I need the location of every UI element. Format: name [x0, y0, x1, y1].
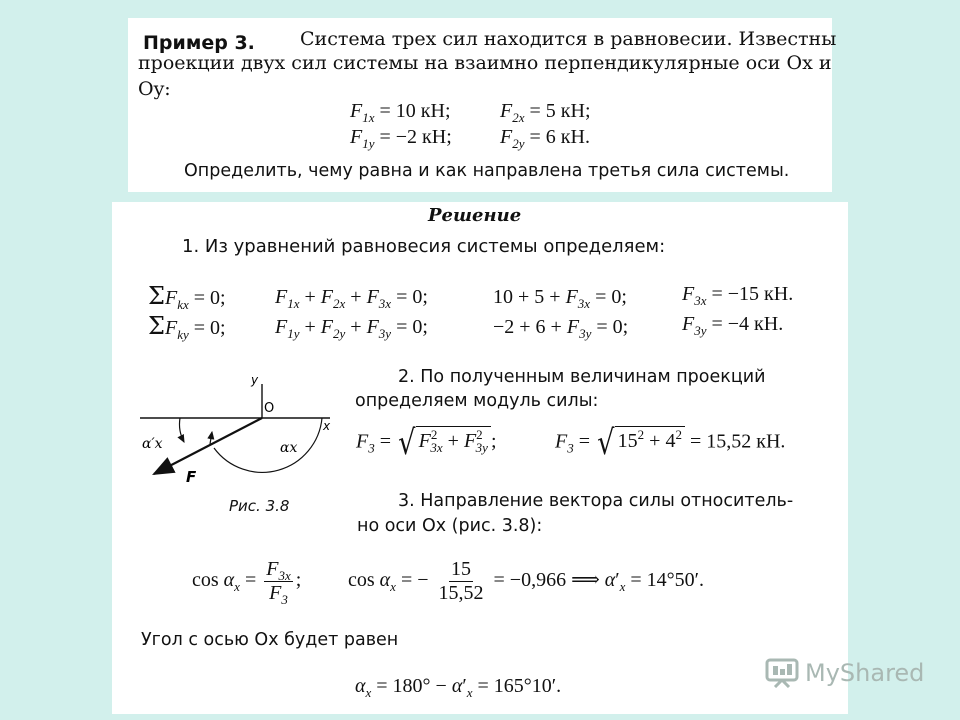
- figure-caption: Рис. 3.8: [229, 497, 290, 515]
- eq-result-x: $F_{3x} = -15$ кН.: [682, 283, 794, 308]
- eq-result-y: $F_{3y} = -4$ кН.: [682, 313, 784, 338]
- modulus-numeric: $F_3$ = √ $15^2 + 4^2$ = 15,52 кН.: [555, 423, 786, 463]
- presentation-board-icon: [765, 658, 799, 688]
- force-vector: [154, 418, 262, 474]
- modulus-general: $F_3$ = √ $F^2_{3x} + F^2_{3y}$ ;: [356, 423, 497, 463]
- eq-sum-y: $\Sigma F_{ky} = 0$;: [148, 312, 226, 342]
- eq-forces-y: $F_{1y} + F_{2y} + F_{3y} = 0$;: [275, 316, 428, 341]
- alpha-prime-label: α′x: [142, 436, 163, 452]
- y-axis-label: y: [251, 373, 259, 387]
- force-label: F: [186, 468, 197, 486]
- cos-numeric: $\cos \alpha_x$ = − $\frac{15}{15,52}$ = −0,966 ⟹ $\alpha'_x = 14^\circ 50'$.: [348, 558, 705, 604]
- solution-heading: Решение: [428, 205, 522, 226]
- eq-numeric-x: $10 + 5 + F_{3x} = 0$;: [493, 286, 627, 311]
- solution-step2-line1: 2. По полученным величинам проекций: [398, 367, 766, 387]
- given-f2y: $F_{2y} = 6$ кН.: [500, 126, 590, 151]
- alpha-arc: [214, 418, 322, 472]
- x-axis-label: x: [323, 419, 331, 433]
- watermark-text: MyShared: [805, 659, 925, 687]
- problem-label: Пример 3.: [143, 32, 255, 54]
- alpha-arc-arrow: [210, 432, 212, 444]
- problem-task: Определить, чему равна и как направлена третья сила системы.: [184, 161, 790, 181]
- solution-step3-line2: но оси Ox (рис. 3.8):: [357, 516, 543, 536]
- problem-text-line2: проекции двух сил системы на взаимно перпендикулярные оси Ox и: [138, 52, 832, 74]
- solution-step3-line1: 3. Направление вектора силы относитель-: [398, 491, 794, 511]
- angle-text: Угол с осью Ox будет равен: [141, 630, 399, 650]
- alpha-label: αx: [280, 440, 298, 456]
- solution-step2-line2: определяем модуль силы:: [355, 391, 599, 411]
- alpha-prime-arc: [180, 418, 184, 442]
- force-diagram: [140, 370, 340, 500]
- problem-text-line1: Система трех сил находится в равновесии. Известны: [300, 28, 837, 50]
- cos-general: $\cos \alpha_x$ = $\frac{F_{3x}}{F_3}$ ;: [192, 558, 302, 607]
- eq-forces-x: $F_{1x} + F_{2x} + F_{3x} = 0$;: [275, 286, 428, 311]
- given-f1y: $F_{1y} = -2$ кН;: [350, 126, 452, 151]
- solution-step1: 1. Из уравнений равновесия системы определяем:: [182, 236, 666, 257]
- origin-label: O: [264, 401, 275, 416]
- eq-numeric-y: $-2 + 6 + F_{3y} = 0$;: [493, 316, 629, 341]
- watermark: [765, 658, 924, 688]
- eq-sum-x: $\Sigma F_{kx} = 0$;: [148, 282, 226, 312]
- given-f2x: $F_{2x} = 5$ кН;: [500, 100, 591, 125]
- problem-text-line3: Oy:: [138, 78, 171, 100]
- final-angle: $\alpha_x = 180^\circ - \alpha'_x = 165^\circ 10'$.: [355, 675, 562, 700]
- given-f1x: $F_{1x} = 10$ кН;: [350, 100, 451, 125]
